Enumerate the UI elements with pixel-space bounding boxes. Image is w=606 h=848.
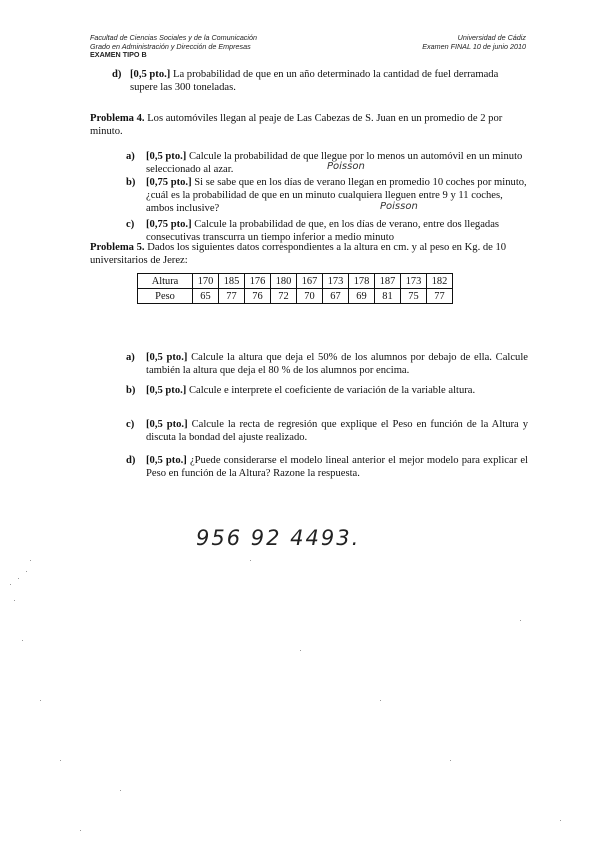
problem-4-statement: Los automóviles llegan al peaje de Las Cabezas de S. Juan en un promedio de 2 por minuto. [90,113,503,138]
item-letter: c) [126,419,135,430]
problem-5-statement: Dados los siguientes datos correspondientes a la altura en cm. y al peso en Kg. de 10 universitarios de Jerez: [90,242,507,267]
item-text: Si se sabe que en los días de verano llegan en promedio 10 coches por minuto, ¿cuál es la probabilidad de que en un minuto cualquiera lleguen entre 9 y 11 coches, ambos inclusive? [146,177,527,215]
height-weight-table [137,273,453,304]
item-text: Calcule la altura que deja el 50% de los alumnos por debajo de ella. Calcule también la altura que deja el 80 % de los alumnos por encima. [146,352,528,377]
exam-date: Examen FINAL 10 de junio 2010 [422,41,526,51]
problem-5-item-c [126,418,528,444]
row-header-height: Altura [138,274,193,289]
item-letter: c) [126,219,135,230]
university-name: Universidad de Cádiz [457,33,526,42]
item-letter: d) [126,455,136,466]
problem-5-item-d [126,454,528,480]
handwritten-phone-number: 956 92 4493. [196,526,361,550]
item-points: [0,75 pto.] [146,177,192,188]
table-row: Peso 65 77 76 72 70 67 69 81 75 77 [138,289,453,304]
row-header-weight: Peso [138,289,193,304]
item-points: [0,5 pto.] [146,385,187,396]
problem-5-item-a [126,351,528,377]
item-points: [0,5 pto.] [146,419,188,430]
item-letter: d) [112,69,122,80]
item-points: [0,5 pto.] [146,151,187,162]
item-points: [0,5 pto.] [146,352,188,363]
item-letter: b) [126,385,136,396]
degree-name: Grado en Administración y Dirección de Empresas [90,41,251,51]
exam-type: EXAMEN TIPO B [90,50,147,60]
problem-4-intro [90,112,528,138]
header-right [422,34,526,51]
problem-4-title: Problema 4. [90,113,145,124]
item-text: Calcule la probabilidad de que llegue por lo menos un automóvil en un minuto seleccionado al azar. [146,151,523,176]
item-points: [0,75 pto.] [146,219,192,230]
handwritten-note-poisson-b: Poisson [380,201,418,212]
problem-5-heading [90,241,528,267]
item-text: Calcule e interprete el coeficiente de variación de la variable altura. [188,385,476,396]
item-text: Calcule la recta de regresión que explique el Peso en función de la Altura y discuta la bondad del ajuste realizado. [146,419,528,444]
item-letter: a) [126,352,135,363]
header-left [90,34,257,60]
item-text: ¿Puede considerarse el modelo lineal anterior el mejor modelo para explicar el Peso en función de la Altura? Razone la respuesta. [146,455,528,480]
faculty-name: Facultad de Ciencias Sociales y de la Comunicación [90,33,257,42]
item-letter: b) [126,177,136,188]
item-text: Calcule la probabilidad de que, en los días de verano, entre dos llegadas consecutivas transcurra un tiempo inferior a medio minuto [146,219,500,244]
problem-4-item-b [126,176,528,216]
item-letter: a) [126,151,135,162]
item-text: La probabilidad de que en un año determinado la cantidad de fuel derramada supere las 300 toneladas. [130,69,499,94]
problem-5-item-b [126,384,528,397]
item-points: [0,5 pto.] [130,69,171,80]
problem-3-item-d [112,68,528,94]
item-points: [0,5 pto.] [146,455,187,466]
table-row: Altura 170 185 176 180 167 173 178 187 173 182 [138,274,453,289]
handwritten-note-poisson-a: Poisson [327,161,365,172]
problem-5-title: Problema 5. [90,242,145,253]
